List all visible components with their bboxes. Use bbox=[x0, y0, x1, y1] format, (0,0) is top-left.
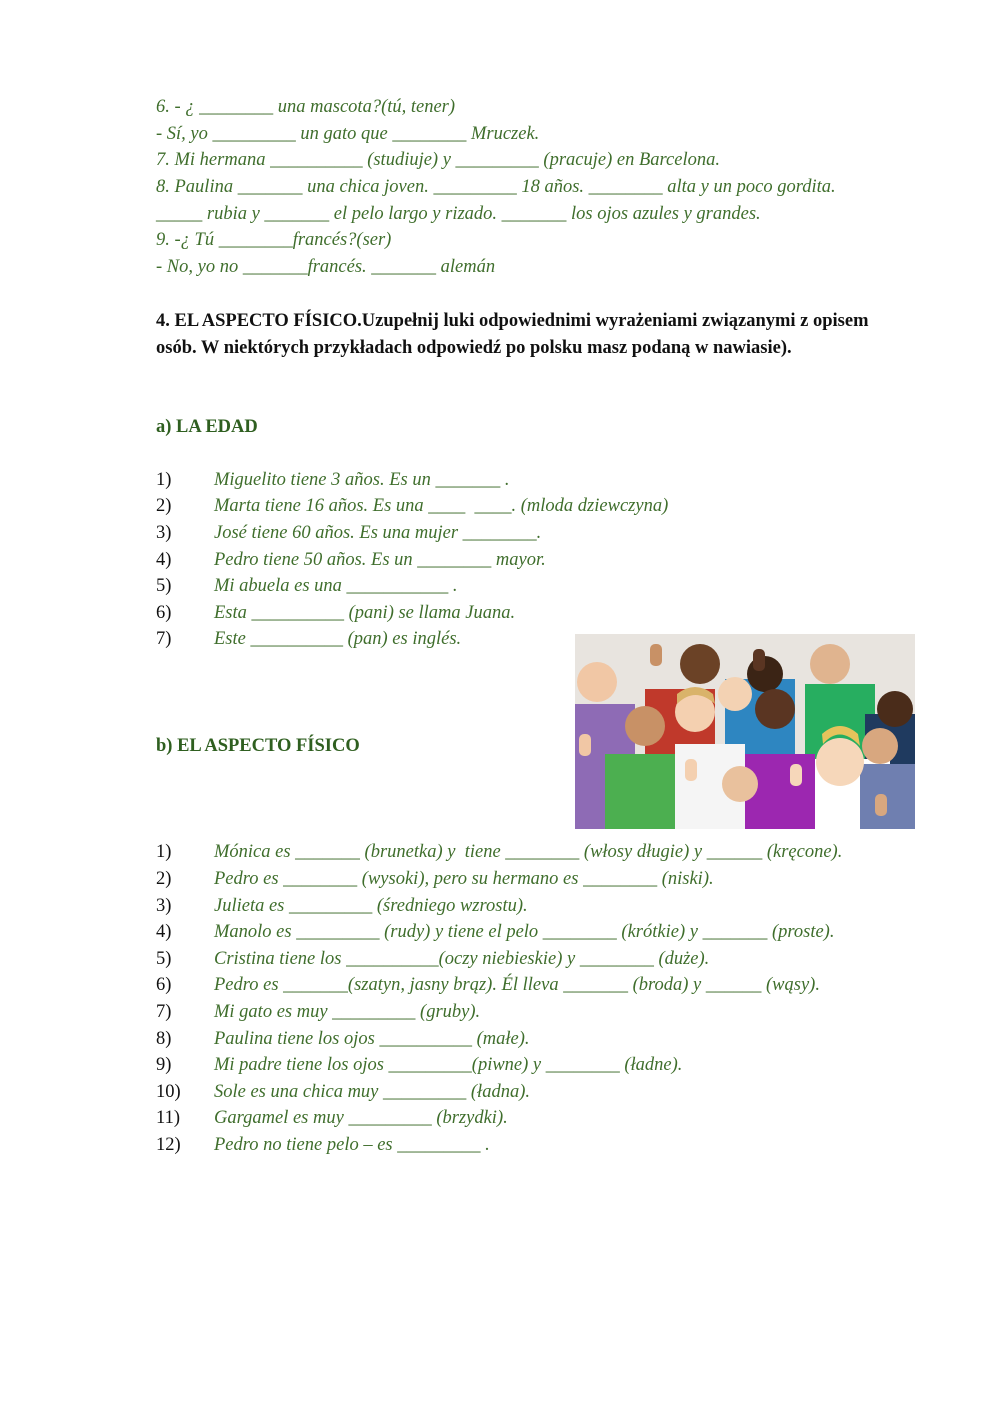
list-item bbox=[156, 575, 458, 597]
exercise-line: 9. -¿ Tú ________francés?(ser) bbox=[156, 230, 392, 250]
exercise-line: 8. Paulina _______ una chica joven. _________ 18 años. ________ alta y un poco gordita. bbox=[156, 177, 836, 197]
list-item bbox=[156, 1081, 530, 1103]
item-number: 3) bbox=[156, 523, 172, 543]
list-item bbox=[156, 1107, 508, 1129]
item-text: Mi padre tiene los ojos _________(piwne) y ________ (ładne). bbox=[214, 1055, 683, 1075]
item-number: 2) bbox=[156, 496, 172, 516]
exercise-line: - No, yo no _______francés. _______ alemán bbox=[156, 257, 496, 277]
item-text: Mi gato es muy _________ (gruby). bbox=[214, 1002, 481, 1022]
item-number: 6) bbox=[156, 975, 172, 995]
item-number: 3) bbox=[156, 896, 172, 916]
item-text: Sole es una chica muy _________ (ładna). bbox=[214, 1082, 530, 1102]
list-item bbox=[156, 841, 843, 863]
item-text: Pedro es ________ (wysoki), pero su hermano es ________ (niski). bbox=[214, 869, 714, 889]
item-number: 7) bbox=[156, 1002, 172, 1022]
item-number: 8) bbox=[156, 1029, 172, 1049]
list-item bbox=[156, 948, 710, 970]
list-item bbox=[156, 1054, 683, 1076]
item-number: 4) bbox=[156, 922, 172, 942]
item-number: 6) bbox=[156, 603, 172, 623]
item-number: 11) bbox=[156, 1108, 180, 1128]
item-text: José tiene 60 años. Es una mujer ________. bbox=[214, 523, 542, 543]
item-text: Pedro no tiene pelo – es _________ . bbox=[214, 1135, 490, 1155]
section-b-title: b) EL ASPECTO FÍSICO bbox=[156, 736, 360, 756]
list-item bbox=[156, 469, 510, 491]
item-text: Cristina tiene los __________(oczy niebieskie) y ________ (duże). bbox=[214, 949, 710, 969]
list-item bbox=[156, 1001, 481, 1023]
item-number: 5) bbox=[156, 576, 172, 596]
section-a-title: a) LA EDAD bbox=[156, 417, 258, 437]
list-item bbox=[156, 549, 546, 571]
exercise-line: 6. - ¿ ________ una mascota?(tú, tener) bbox=[156, 97, 456, 117]
item-number: 12) bbox=[156, 1135, 181, 1155]
exercise-line: _____ rubia y _______ el pelo largo y rizado. _______ los ojos azules y grandes. bbox=[156, 204, 761, 224]
item-text: Miguelito tiene 3 años. Es un _______ . bbox=[214, 470, 510, 490]
list-item bbox=[156, 522, 542, 544]
item-text: Gargamel es muy _________ (brzydki). bbox=[214, 1108, 508, 1128]
item-text: Este __________ (pan) es inglés. bbox=[214, 629, 462, 649]
item-number: 5) bbox=[156, 949, 172, 969]
item-text: Mónica es _______ (brunetka) y tiene ________ (włosy długie) y ______ (kręcone). bbox=[214, 842, 843, 862]
item-number: 9) bbox=[156, 1055, 172, 1075]
list-item bbox=[156, 602, 516, 624]
list-item bbox=[156, 974, 820, 996]
list-item bbox=[156, 921, 835, 943]
item-text: Esta __________ (pani) se llama Juana. bbox=[214, 603, 516, 623]
exercise-line: 7. Mi hermana __________ (studiuje) y _________ (pracuje) en Barcelona. bbox=[156, 150, 720, 170]
list-item bbox=[156, 495, 669, 517]
list-item bbox=[156, 1134, 490, 1156]
list-item bbox=[156, 1028, 530, 1050]
item-text: Pedro es _______(szatyn, jasny brąz). Él lleva _______ (broda) y ______ (wąsy). bbox=[214, 975, 820, 995]
item-text: Mi abuela es una ___________ . bbox=[214, 576, 458, 596]
item-text: Pedro tiene 50 años. Es un ________ mayor. bbox=[214, 550, 546, 570]
exercise-line: - Sí, yo _________ un gato que ________ Mruczek. bbox=[156, 124, 540, 144]
item-number: 10) bbox=[156, 1082, 181, 1102]
item-number: 7) bbox=[156, 629, 172, 649]
group-photo bbox=[575, 634, 915, 829]
item-number: 1) bbox=[156, 842, 172, 862]
item-number: 4) bbox=[156, 550, 172, 570]
item-text: Manolo es _________ (rudy) y tiene el pelo ________ (krótkie) y _______ (proste). bbox=[214, 922, 835, 942]
item-text: Paulina tiene los ojos __________ (małe). bbox=[214, 1029, 530, 1049]
exercise4-instruction: 4. EL ASPECTO FÍSICO.Uzupełnij luki odpowiednimi wyrażeniami związanymi z opisem osób. W niektórych przykładach odpowiedź po polsku masz podaną w nawiasie). bbox=[156, 311, 869, 358]
list-item bbox=[156, 868, 714, 890]
item-number: 1) bbox=[156, 470, 172, 490]
list-item bbox=[156, 895, 528, 917]
group-photo-illustration bbox=[575, 634, 915, 829]
list-item bbox=[156, 628, 462, 650]
item-text: Julieta es _________ (średniego wzrostu). bbox=[214, 896, 528, 916]
item-number: 2) bbox=[156, 869, 172, 889]
item-text: Marta tiene 16 años. Es una ____ ____. (mloda dziewczyna) bbox=[214, 496, 669, 516]
